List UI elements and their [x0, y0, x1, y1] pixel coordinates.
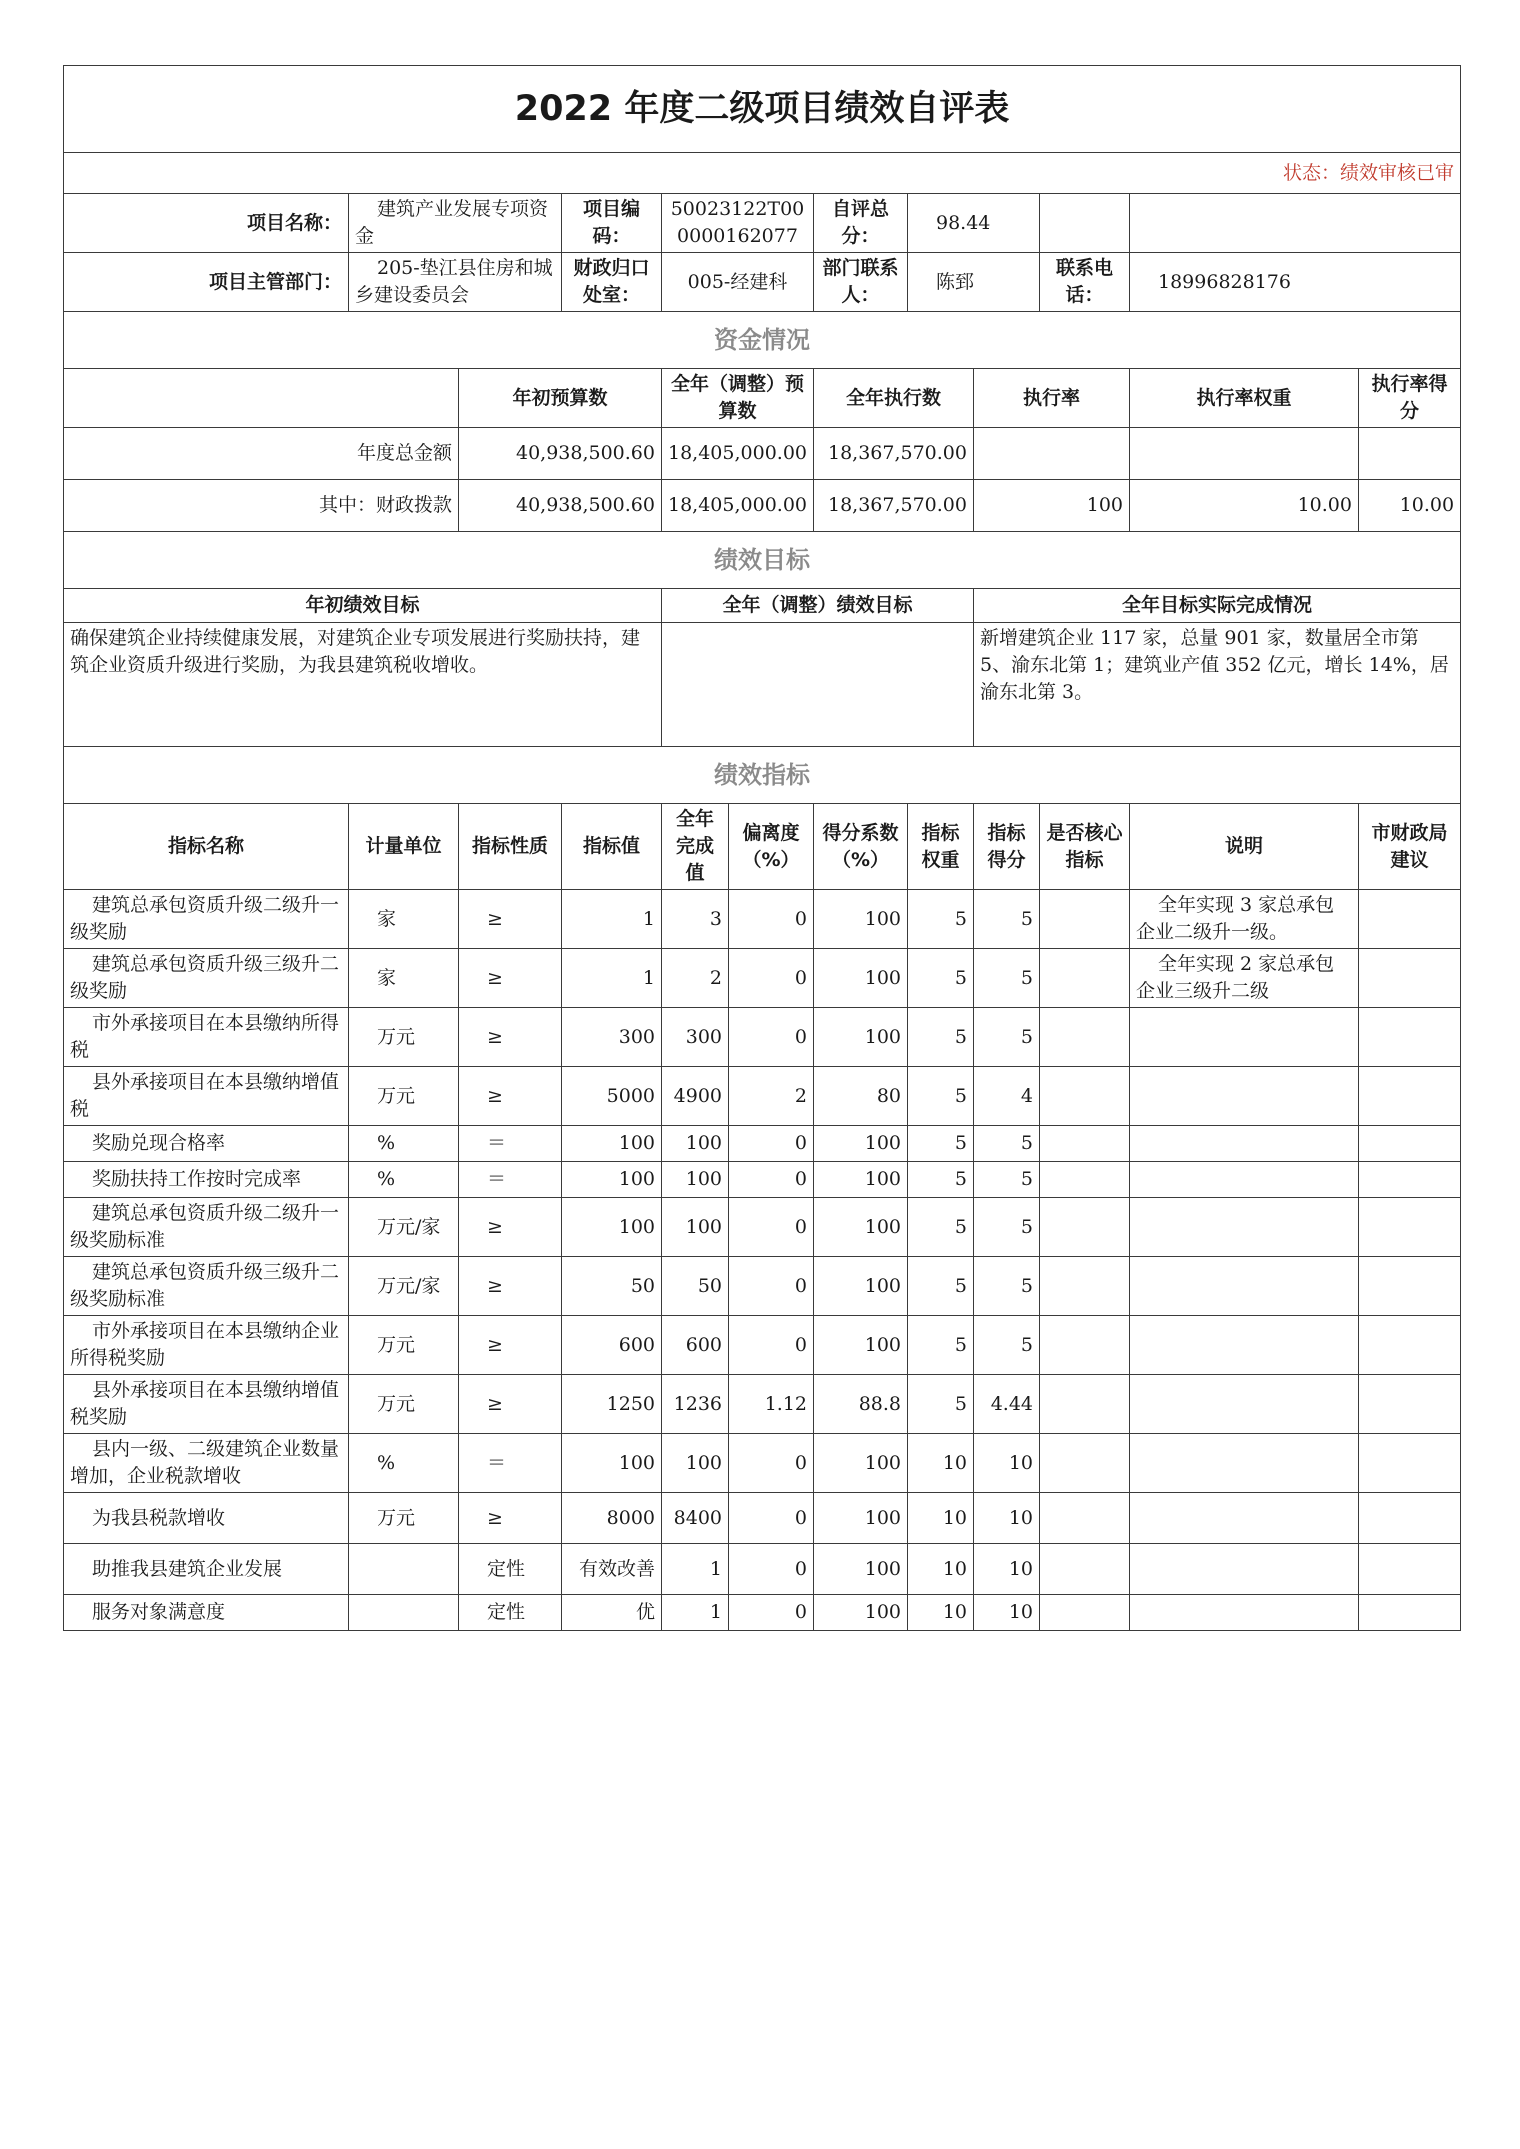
contact-label: 部门联系人：: [814, 253, 908, 312]
indicator-header: 市财政局建议: [1359, 804, 1461, 890]
indicator-core: [1040, 1008, 1130, 1067]
table-row: [64, 1595, 1461, 1631]
indicator-weight: 10: [908, 1595, 974, 1631]
indicator-advice: [1359, 1493, 1461, 1544]
project-name-label: 项目名称：: [64, 194, 349, 253]
indicator-nature: ≥: [459, 1067, 562, 1126]
indicator-score: 5: [974, 1316, 1040, 1375]
indicator-weight: 5: [908, 890, 974, 949]
performance-evaluation-table: [63, 65, 1461, 1631]
goals-header-row: [64, 589, 1461, 623]
indicator-name: 县外承接项目在本县缴纳增值税: [64, 1067, 349, 1126]
indicator-coefficient: 100: [814, 1316, 908, 1375]
goals-content-row: [64, 623, 1461, 747]
indicator-deviation: 0: [729, 1008, 814, 1067]
indicator-name: 市外承接项目在本县缴纳企业所得税奖励: [64, 1316, 349, 1375]
indicator-core: [1040, 1257, 1130, 1316]
funds-executed: 18,367,570.00: [814, 480, 974, 532]
table-row: [64, 1257, 1461, 1316]
indicator-score: 5: [974, 890, 1040, 949]
funds-section-title: 资金情况: [64, 312, 1461, 369]
indicator-note: 全年实现 3 家总承包企业二级升一级。: [1130, 890, 1359, 949]
indicator-name: 县内一级、二级建筑企业数量增加，企业税款增收: [64, 1434, 349, 1493]
indicator-core: [1040, 1067, 1130, 1126]
indicator-nature: ≥: [459, 1198, 562, 1257]
indicator-done: 1236: [662, 1375, 729, 1434]
indicator-advice: [1359, 949, 1461, 1008]
indicator-coefficient: 100: [814, 1544, 908, 1595]
indicator-note: [1130, 1162, 1359, 1198]
goals-initial-text: 确保建筑企业持续健康发展，对建筑企业专项发展进行奖励扶持，建筑企业资质升级进行奖励，为我县建筑税收增收。: [64, 623, 662, 747]
indicator-target: 8000: [562, 1493, 662, 1544]
indicator-core: [1040, 1434, 1130, 1493]
indicator-name: 建筑总承包资质升级二级升一级奖励标准: [64, 1198, 349, 1257]
indicator-done: 2: [662, 949, 729, 1008]
indicator-note: [1130, 1544, 1359, 1595]
indicator-advice: [1359, 1544, 1461, 1595]
indicator-deviation: 2: [729, 1067, 814, 1126]
indicator-weight: 5: [908, 949, 974, 1008]
indicator-name: 建筑总承包资质升级三级升二级奖励标准: [64, 1257, 349, 1316]
indicator-advice: [1359, 890, 1461, 949]
indicator-name: 建筑总承包资质升级二级升一级奖励: [64, 890, 349, 949]
table-row: [64, 1434, 1461, 1493]
indicator-header: 指标性质: [459, 804, 562, 890]
goals-header-initial: 年初绩效目标: [64, 589, 662, 623]
indicator-unit: 万元: [349, 1493, 459, 1544]
funds-score: [1359, 428, 1461, 480]
project-name-value: 建筑产业发展专项资金: [349, 194, 562, 253]
indicator-coefficient: 100: [814, 1434, 908, 1493]
indicator-weight: 10: [908, 1544, 974, 1595]
score-value: 98.44: [908, 194, 1040, 253]
indicator-name: 市外承接项目在本县缴纳所得税: [64, 1008, 349, 1067]
goals-adjusted-text: [662, 623, 974, 747]
indicator-weight: 5: [908, 1008, 974, 1067]
indicator-header: 计量单位: [349, 804, 459, 890]
project-info-row: [64, 194, 1461, 253]
indicator-coefficient: 100: [814, 949, 908, 1008]
empty-cell: [1130, 194, 1461, 253]
indicator-note: [1130, 1434, 1359, 1493]
indicator-header: 指标值: [562, 804, 662, 890]
indicator-advice: [1359, 1434, 1461, 1493]
indicator-nature: ≥: [459, 1316, 562, 1375]
indicator-name: 助推我县建筑企业发展: [64, 1544, 349, 1595]
indicator-target: 100: [562, 1162, 662, 1198]
indicator-name: 县外承接项目在本县缴纳增值税奖励: [64, 1375, 349, 1434]
funds-row-label: 年度总金额: [64, 428, 459, 480]
indicator-core: [1040, 1595, 1130, 1631]
indicator-target: 1250: [562, 1375, 662, 1434]
indicator-deviation: 0: [729, 1493, 814, 1544]
indicators-section-title: 绩效指标: [64, 747, 1461, 804]
indicator-note: [1130, 1008, 1359, 1067]
indicator-score: 5: [974, 1126, 1040, 1162]
indicator-unit: %: [349, 1162, 459, 1198]
funds-rate: [974, 428, 1130, 480]
dept-label: 项目主管部门：: [64, 253, 349, 312]
indicator-advice: [1359, 1126, 1461, 1162]
funds-budget: 40,938,500.60: [459, 480, 662, 532]
goals-header-adjusted: 全年（调整）绩效目标: [662, 589, 974, 623]
indicator-core: [1040, 1198, 1130, 1257]
indicator-done: 100: [662, 1162, 729, 1198]
table-row: [64, 1162, 1461, 1198]
indicator-advice: [1359, 1595, 1461, 1631]
finance-office-label: 财政归口处室：: [562, 253, 662, 312]
indicator-header: 指标得分: [974, 804, 1040, 890]
indicator-unit: 万元: [349, 1316, 459, 1375]
indicator-done: 3: [662, 890, 729, 949]
indicator-unit: [349, 1544, 459, 1595]
indicator-target: 1: [562, 949, 662, 1008]
indicator-weight: 5: [908, 1198, 974, 1257]
table-row: [64, 1375, 1461, 1434]
indicator-coefficient: 100: [814, 1493, 908, 1544]
indicator-done: 300: [662, 1008, 729, 1067]
table-row: [64, 1316, 1461, 1375]
indicator-coefficient: 100: [814, 1595, 908, 1631]
status-badge: 状态：绩效审核已审: [64, 153, 1461, 194]
funds-header: 执行率权重: [1130, 369, 1359, 428]
funds-weight: 10.00: [1130, 480, 1359, 532]
funds-row-label: 其中：财政拨款: [64, 480, 459, 532]
indicator-coefficient: 100: [814, 1126, 908, 1162]
indicator-note: [1130, 1067, 1359, 1126]
indicator-unit: 万元: [349, 1067, 459, 1126]
indicator-done: 600: [662, 1316, 729, 1375]
indicator-header: 指标权重: [908, 804, 974, 890]
indicator-nature: ＝: [459, 1126, 562, 1162]
indicator-deviation: 0: [729, 949, 814, 1008]
indicator-note: 全年实现 2 家总承包企业三级升二级: [1130, 949, 1359, 1008]
indicator-name: 奖励扶持工作按时完成率: [64, 1162, 349, 1198]
indicator-nature: ≥: [459, 890, 562, 949]
indicator-nature: 定性: [459, 1595, 562, 1631]
indicator-done: 8400: [662, 1493, 729, 1544]
indicator-advice: [1359, 1257, 1461, 1316]
empty-cell: [64, 369, 459, 428]
indicator-coefficient: 100: [814, 890, 908, 949]
table-row: [64, 890, 1461, 949]
indicator-target: 50: [562, 1257, 662, 1316]
indicator-advice: [1359, 1198, 1461, 1257]
indicator-nature: ≥: [459, 1493, 562, 1544]
indicator-deviation: 0: [729, 1316, 814, 1375]
goals-section-title: 绩效目标: [64, 532, 1461, 589]
indicator-core: [1040, 1493, 1130, 1544]
indicator-nature: ≥: [459, 1257, 562, 1316]
funds-header-row: [64, 369, 1461, 428]
indicator-nature: ≥: [459, 949, 562, 1008]
funds-adjusted: 18,405,000.00: [662, 480, 814, 532]
funds-executed: 18,367,570.00: [814, 428, 974, 480]
funds-score: 10.00: [1359, 480, 1461, 532]
indicator-header: 得分系数（%）: [814, 804, 908, 890]
indicator-core: [1040, 1126, 1130, 1162]
indicator-done: 50: [662, 1257, 729, 1316]
indicator-done: 4900: [662, 1067, 729, 1126]
project-dept-row: [64, 253, 1461, 312]
indicator-weight: 5: [908, 1316, 974, 1375]
indicator-weight: 10: [908, 1493, 974, 1544]
indicator-score: 5: [974, 1008, 1040, 1067]
indicator-score: 5: [974, 1257, 1040, 1316]
indicator-score: 5: [974, 1162, 1040, 1198]
indicator-deviation: 0: [729, 1162, 814, 1198]
indicator-deviation: 0: [729, 1198, 814, 1257]
dept-value: 205-垫江县住房和城乡建设委员会: [349, 253, 562, 312]
indicator-done: 1: [662, 1595, 729, 1631]
goals-header-actual: 全年目标实际完成情况: [974, 589, 1461, 623]
indicator-unit: 家: [349, 890, 459, 949]
indicator-deviation: 0: [729, 1126, 814, 1162]
table-row: [64, 1198, 1461, 1257]
indicator-unit: 万元: [349, 1375, 459, 1434]
indicator-note: [1130, 1375, 1359, 1434]
indicator-nature: ＝: [459, 1434, 562, 1493]
indicator-advice: [1359, 1162, 1461, 1198]
indicator-done: 100: [662, 1198, 729, 1257]
indicator-unit: 家: [349, 949, 459, 1008]
funds-row-total: [64, 428, 1461, 480]
indicator-note: [1130, 1595, 1359, 1631]
indicator-nature: ＝: [459, 1162, 562, 1198]
indicator-note: [1130, 1493, 1359, 1544]
indicator-weight: 5: [908, 1257, 974, 1316]
indicator-core: [1040, 1162, 1130, 1198]
indicator-target: 1: [562, 890, 662, 949]
table-row: [64, 949, 1461, 1008]
indicator-target: 优: [562, 1595, 662, 1631]
indicator-nature: ≥: [459, 1375, 562, 1434]
indicator-score: 10: [974, 1434, 1040, 1493]
table-row: [64, 1067, 1461, 1126]
indicator-header: 偏离度（%）: [729, 804, 814, 890]
funds-header: 全年（调整）预算数: [662, 369, 814, 428]
table-row: [64, 1126, 1461, 1162]
indicator-unit: [349, 1595, 459, 1631]
indicator-score: 10: [974, 1493, 1040, 1544]
indicator-note: [1130, 1126, 1359, 1162]
indicator-deviation: 0: [729, 890, 814, 949]
goals-actual-text: 新增建筑企业 117 家，总量 901 家，数量居全市第 5、渝东北第 1；建筑业产值 352 亿元，增长 14%，居渝东北第 3。: [974, 623, 1461, 747]
indicator-deviation: 0: [729, 1595, 814, 1631]
indicator-name: 奖励兑现合格率: [64, 1126, 349, 1162]
indicator-advice: [1359, 1067, 1461, 1126]
indicator-score: 5: [974, 949, 1040, 1008]
indicators-header-row: [64, 804, 1461, 890]
indicator-weight: 5: [908, 1162, 974, 1198]
indicator-coefficient: 100: [814, 1008, 908, 1067]
indicator-done: 100: [662, 1434, 729, 1493]
indicator-core: [1040, 890, 1130, 949]
indicator-header: 指标名称: [64, 804, 349, 890]
indicator-score: 4.44: [974, 1375, 1040, 1434]
indicator-name: 为我县税款增收: [64, 1493, 349, 1544]
indicator-weight: 5: [908, 1375, 974, 1434]
indicator-core: [1040, 1375, 1130, 1434]
finance-office-value: 005-经建科: [662, 253, 814, 312]
indicator-unit: %: [349, 1126, 459, 1162]
indicator-unit: %: [349, 1434, 459, 1493]
indicator-deviation: 0: [729, 1544, 814, 1595]
page-title: 2022 年度二级项目绩效自评表: [64, 66, 1461, 153]
funds-row-fiscal: [64, 480, 1461, 532]
indicator-core: [1040, 1316, 1130, 1375]
indicator-target: 100: [562, 1198, 662, 1257]
indicator-coefficient: 100: [814, 1198, 908, 1257]
indicator-name: 服务对象满意度: [64, 1595, 349, 1631]
indicator-weight: 5: [908, 1126, 974, 1162]
indicator-header: 说明: [1130, 804, 1359, 890]
indicator-deviation: 0: [729, 1257, 814, 1316]
indicator-target: 100: [562, 1434, 662, 1493]
funds-header: 执行率得分: [1359, 369, 1461, 428]
indicator-done: 1: [662, 1544, 729, 1595]
table-row: [64, 1493, 1461, 1544]
indicator-unit: 万元: [349, 1008, 459, 1067]
indicator-target: 600: [562, 1316, 662, 1375]
contact-value: 陈郅: [908, 253, 1040, 312]
funds-header: 全年执行数: [814, 369, 974, 428]
indicator-deviation: 1.12: [729, 1375, 814, 1434]
phone-value: 18996828176: [1130, 253, 1461, 312]
funds-header: 年初预算数: [459, 369, 662, 428]
indicator-core: [1040, 1544, 1130, 1595]
indicator-header: 全年完成值: [662, 804, 729, 890]
funds-rate: 100: [974, 480, 1130, 532]
indicator-note: [1130, 1316, 1359, 1375]
indicator-deviation: 0: [729, 1434, 814, 1493]
indicator-score: 10: [974, 1595, 1040, 1631]
indicator-note: [1130, 1198, 1359, 1257]
indicator-done: 100: [662, 1126, 729, 1162]
indicator-nature: ≥: [459, 1008, 562, 1067]
indicator-core: [1040, 949, 1130, 1008]
project-code-label: 项目编码：: [562, 194, 662, 253]
indicator-header: 是否核心指标: [1040, 804, 1130, 890]
indicator-nature: 定性: [459, 1544, 562, 1595]
indicator-advice: [1359, 1375, 1461, 1434]
indicator-advice: [1359, 1316, 1461, 1375]
table-row: [64, 1544, 1461, 1595]
empty-cell: [1040, 194, 1130, 253]
indicator-target: 有效改善: [562, 1544, 662, 1595]
project-code-value: 50023122T000000162077: [662, 194, 814, 253]
funds-budget: 40,938,500.60: [459, 428, 662, 480]
indicator-note: [1130, 1257, 1359, 1316]
indicator-weight: 10: [908, 1434, 974, 1493]
indicator-score: 5: [974, 1198, 1040, 1257]
indicator-unit: 万元/家: [349, 1198, 459, 1257]
indicator-coefficient: 100: [814, 1257, 908, 1316]
indicator-target: 5000: [562, 1067, 662, 1126]
indicator-coefficient: 100: [814, 1162, 908, 1198]
funds-weight: [1130, 428, 1359, 480]
score-label: 自评总分：: [814, 194, 908, 253]
indicator-coefficient: 80: [814, 1067, 908, 1126]
indicator-unit: 万元/家: [349, 1257, 459, 1316]
table-row: [64, 1008, 1461, 1067]
indicator-target: 300: [562, 1008, 662, 1067]
indicator-score: 4: [974, 1067, 1040, 1126]
indicator-advice: [1359, 1008, 1461, 1067]
funds-header: 执行率: [974, 369, 1130, 428]
funds-adjusted: 18,405,000.00: [662, 428, 814, 480]
indicator-target: 100: [562, 1126, 662, 1162]
indicator-score: 10: [974, 1544, 1040, 1595]
indicator-weight: 5: [908, 1067, 974, 1126]
phone-label: 联系电话：: [1040, 253, 1130, 312]
indicator-name: 建筑总承包资质升级三级升二级奖励: [64, 949, 349, 1008]
indicator-coefficient: 88.8: [814, 1375, 908, 1434]
